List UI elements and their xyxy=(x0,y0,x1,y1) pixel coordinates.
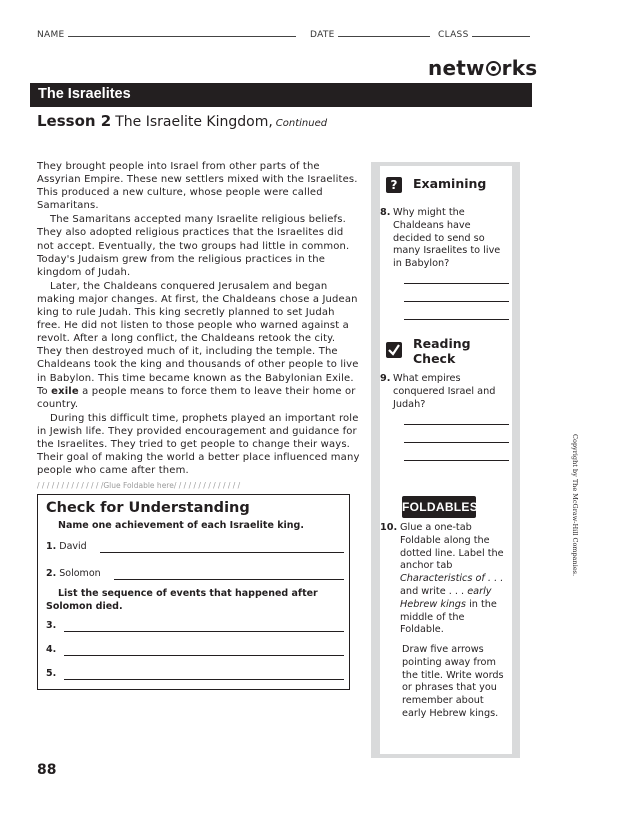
answer-4[interactable]: 4. xyxy=(46,644,346,658)
question-mark-icon: ? xyxy=(386,177,402,193)
q10-text: Glue a one-tab Foldable along the dotted line. Label the anchor tab Characteristics of . . . and write . . . early Hebrew kings in the middle of the Foldable. xyxy=(400,522,504,636)
paragraph-2: The Samaritans accepted many Israelite religious beliefs. They also adopted religious practices that the Israelites did not accept. Eventually, the two groups had little in common. Today's Judaism grew from the religious practices in the kingdom of Judah. xyxy=(37,214,350,278)
paragraph-4: During this difficult time, prophets played an important role in Jewish life. They provided encouragement and guidance for the Israelites. They tried to get people to change their ways. Their goal of making the world a better place influenced many people who came after them. xyxy=(37,412,360,477)
foldables-logo: FOLDABLES xyxy=(402,496,476,518)
keyword-exile: exile xyxy=(51,385,79,397)
answer-line[interactable] xyxy=(64,655,344,656)
lesson-label: Lesson 2 xyxy=(37,112,112,130)
class-line xyxy=(472,27,530,37)
lesson-title: The Israelite Kingdom, xyxy=(115,114,273,130)
answer-solomon[interactable]: 2. Solomon xyxy=(46,568,346,582)
answer-line[interactable] xyxy=(64,679,344,680)
answer-david[interactable]: 1. David xyxy=(46,541,346,555)
name-label: NAME xyxy=(37,30,65,40)
q9-number: 9. xyxy=(380,373,391,384)
check-question-2-cont: Solomon died. xyxy=(46,601,123,612)
lesson-continued: Continued xyxy=(275,118,328,129)
answer-line[interactable] xyxy=(100,552,344,553)
sidebar xyxy=(371,162,520,758)
copyright-notice: Copyright by The McGraw-Hill Companies. xyxy=(571,434,579,577)
q9-answer-line[interactable] xyxy=(404,442,509,443)
q8-answer-line[interactable] xyxy=(404,283,509,284)
q9-answer-line[interactable] xyxy=(404,424,509,425)
check-title-2: Check xyxy=(413,351,456,366)
paragraph-1: They brought people into Israel from other parts of the Assyrian Empire. These new settlers mixed with the Israelites. This produced a new culture, whose people were called Samaritans. xyxy=(37,161,358,212)
answer-line[interactable] xyxy=(114,579,344,580)
sidebar-panel xyxy=(380,166,512,754)
reading-title: Reading xyxy=(413,336,471,351)
checkmark-icon xyxy=(386,342,402,358)
paragraph-3: Later, the Chaldeans conquered Jerusalem and began making major changes. At first, the Chaldeans chose a Judean king to rule Judah. This king secretly planned to set Judah free. He did not listen to those people who warned against a revolt. After a long conflict, the Chaldeans retook the city. They then destroyed much of it, including the temple. The Chaldeans took the king and thousands of other people to live in Babylon. This time became known as the Babylonian Exile. To exile a people means to force them to leave their home or country. xyxy=(37,280,359,410)
body-text xyxy=(37,160,360,477)
logo-o-icon xyxy=(486,61,501,76)
check-title: Check for Understanding xyxy=(46,500,250,516)
answer-line[interactable] xyxy=(64,631,344,632)
answer-3[interactable]: 3. xyxy=(46,620,346,634)
q8-number: 8. xyxy=(380,207,391,218)
glue-foldable-line: / / / / / / / / / / / / / /Glue Foldable here/ / / / / / / / / / / / / / xyxy=(37,481,241,490)
check-for-understanding-box xyxy=(37,494,350,690)
q9-text: What empires conquered Israel and Judah? xyxy=(393,373,496,410)
check-question-2: List the sequence of events that happened after xyxy=(58,588,318,599)
networks-logo: netw rks xyxy=(428,56,538,80)
answer-5[interactable]: 5. xyxy=(46,668,346,682)
unit-title-bar xyxy=(30,83,532,107)
name-field[interactable] xyxy=(37,27,296,40)
check-question-1: Name one achievement of each Israelite king. xyxy=(58,520,304,531)
q8-text: Why might the Chaldeans have decided to send so many Israelites to live in Babylon? xyxy=(393,207,501,270)
q10-instructions: Draw five arrows pointing away from the title. Write words or phrases that you remember about early Hebrew kings. xyxy=(402,644,504,719)
class-field[interactable] xyxy=(438,27,530,40)
class-label: CLASS xyxy=(438,30,469,40)
page-number: 88 xyxy=(37,762,57,778)
date-field[interactable] xyxy=(310,27,430,40)
unit-title: The Israelites xyxy=(38,86,131,102)
date-label: DATE xyxy=(310,30,335,40)
examining-title: Examining xyxy=(413,176,487,191)
q10-number: 10. xyxy=(380,522,398,533)
name-line xyxy=(68,27,296,37)
q8-answer-line[interactable] xyxy=(404,319,509,320)
date-line xyxy=(338,27,430,37)
q8-answer-line[interactable] xyxy=(404,301,509,302)
lesson-heading xyxy=(37,111,327,130)
q9-answer-line[interactable] xyxy=(404,460,509,461)
